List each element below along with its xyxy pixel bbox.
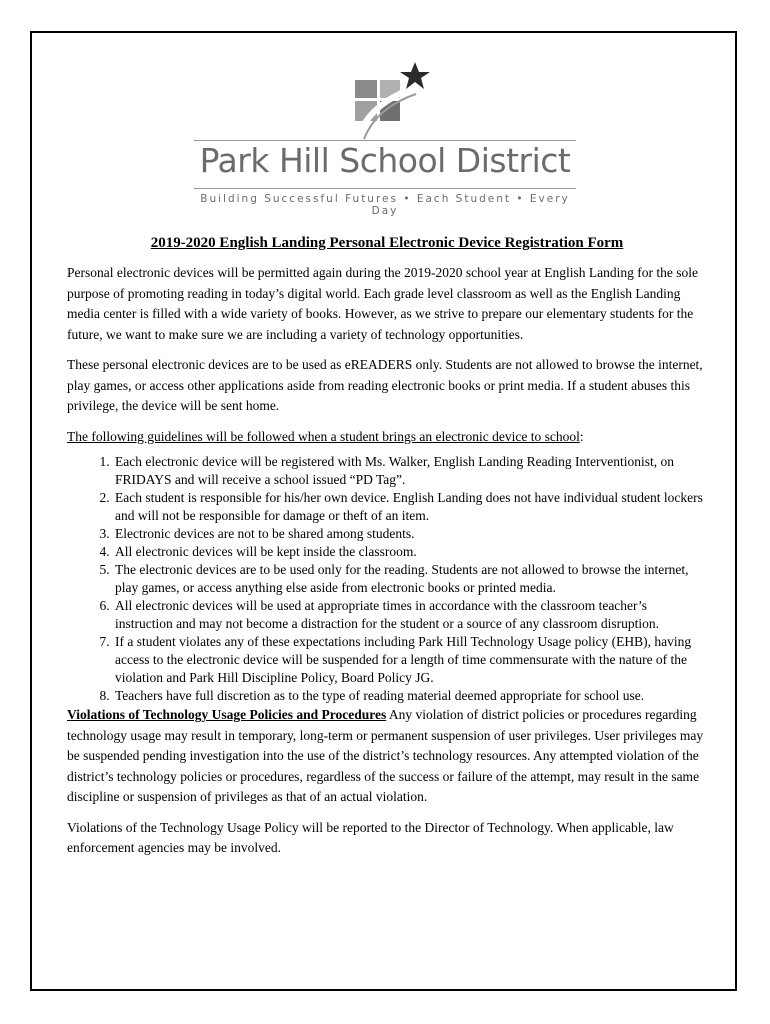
intro-paragraph-1: Personal electronic devices will be permitted again during the 2019-2020 school year at English Landing for the sole purpose of promoting reading in today’s digital world. Each grade level classroom as well as the English Landing media center is filled with a wide variety of books. However, as we strive to prepare our elementary students for the future, we want to make sure we are including a variety of technology opportunities. bbox=[67, 265, 698, 342]
document-body bbox=[67, 232, 707, 869]
violations-text: Any violation of district policies or procedures regarding technology usage may result in temporary, long-term or permanent suspension of user privileges. User privileges may be suspended pending investigation into the use of the district’s technology resources. Any attempted violation of the district’s technology policies or procedures, regardless of the success or failure of the attempt, may result in the same discipline or suspension of privileges as that of an actual violation. bbox=[67, 707, 704, 804]
form-title: 2019-2020 English Landing Personal Electronic Device Registration Form bbox=[150, 235, 624, 251]
logo-rule-bottom bbox=[194, 188, 576, 189]
violations-paragraph bbox=[67, 705, 707, 808]
intro-paragraph-2: These personal electronic devices are to be used as eREADERS only. Students are not allowed to browse the internet, play games, or access other applications aside from reading electronic books or print media. If a student abuses this privilege, the device will be sent home. bbox=[67, 357, 703, 413]
guideline-item: 2. Each student is responsible for his/her own device. English Landing does not have individual student lockers and will not be responsible for damage or theft of an item. bbox=[113, 489, 707, 525]
guideline-item: 1. Each electronic device will be registered with Ms. Walker, English Landing Reading Interventionist, on FRIDAYS and will receive a school issued “PD Tag”. bbox=[113, 453, 707, 489]
guidelines-heading-text: The following guidelines will be followed when a student brings an electronic device to school bbox=[67, 428, 580, 444]
violations-heading: Violations of Technology Usage Policies and Procedures bbox=[67, 707, 387, 722]
logo-tagline: Building Successful Futures • Each Student • Every Day bbox=[200, 193, 570, 217]
guideline-item: 4. All electronic devices will be kept inside the classroom. bbox=[113, 543, 707, 561]
guidelines-colon: : bbox=[579, 428, 584, 444]
logo-name: Park Hill School District bbox=[199, 141, 571, 180]
guideline-item: 3. Electronic devices are not to be shared among students. bbox=[113, 525, 707, 543]
logo-emblem-icon bbox=[190, 60, 580, 140]
closing-paragraph: Violations of the Technology Usage Policy will be reported to the Director of Technology. When applicable, law enforcement agencies may be involved. bbox=[67, 819, 674, 855]
guideline-item: 6. All electronic devices will be used at appropriate times in accordance with the classroom teacher’s instruction and may not become a distraction for the student or a source of any classroom disruption. bbox=[113, 597, 707, 633]
guideline-item: 5. The electronic devices are to be used only for the reading. Students are not allowed to browse the internet, play games, or access anything else aside from electronic books or printed media. bbox=[113, 561, 707, 597]
guidelines-list bbox=[67, 453, 707, 705]
guideline-item: 8. Teachers have full discretion as to the type of reading material deemed appropriate for school use. bbox=[113, 687, 707, 705]
guideline-item: 7. If a student violates any of these expectations including Park Hill Technology Usage policy (EHB), having access to the electronic device will be suspended for a length of time commensurate with the nature of the violation and Park Hill Discipline Policy, Board Policy JG. bbox=[113, 633, 707, 687]
guidelines-heading bbox=[67, 427, 707, 448]
district-logo bbox=[190, 60, 580, 217]
